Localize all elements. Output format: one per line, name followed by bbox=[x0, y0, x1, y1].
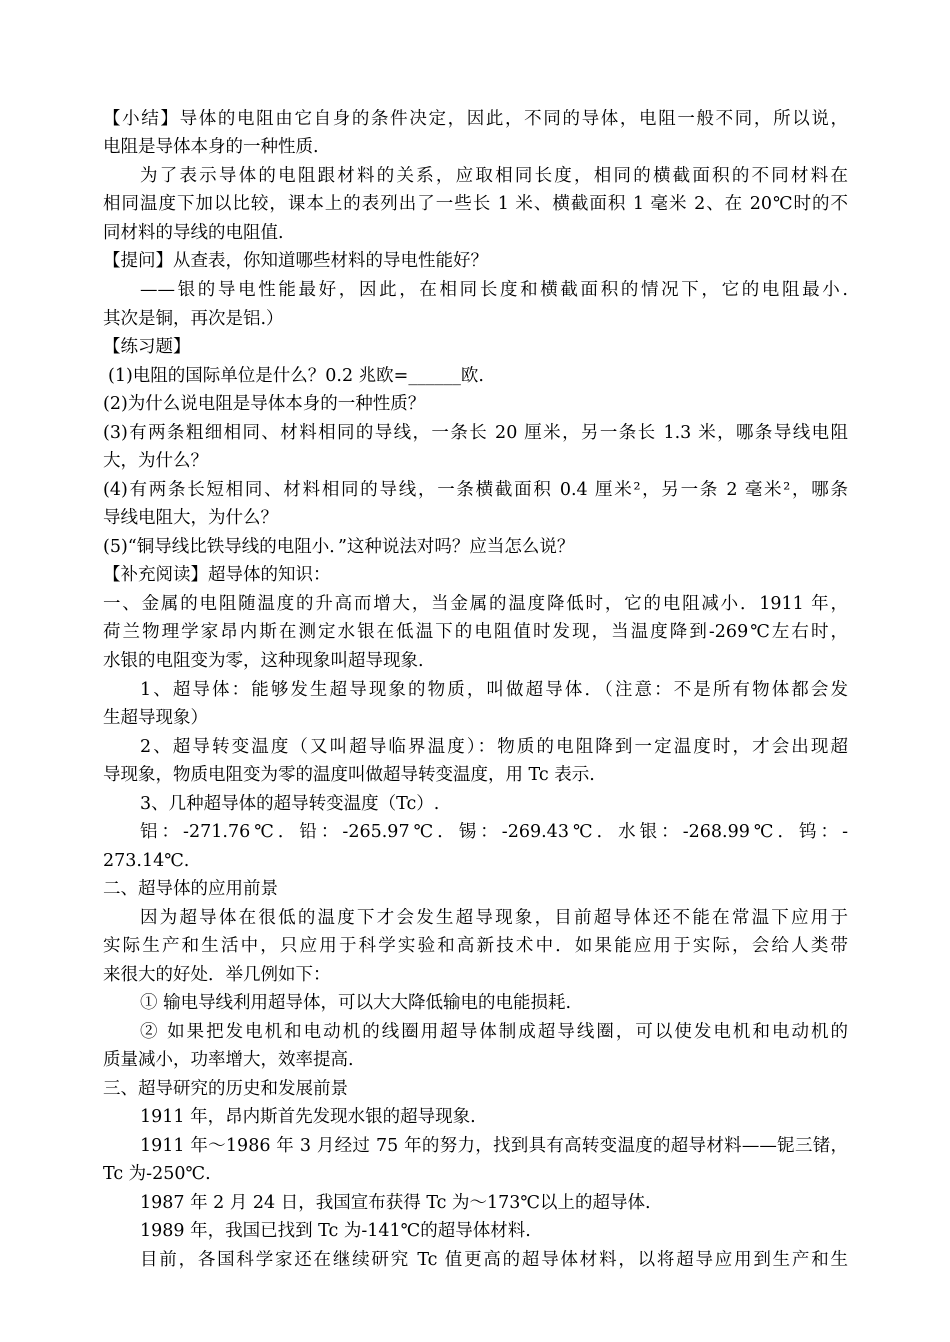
exercise-item: 大，为什么？ bbox=[103, 451, 208, 471]
text-line: 1989 年，我国已找到 Tc 为-141℃的超导体材料. bbox=[140, 1221, 531, 1241]
exercise-item: 导线电阻大，为什么？ bbox=[103, 508, 278, 528]
text-line: 来很大的好处．举几例如下： bbox=[103, 965, 331, 985]
text-line: 273.14℃. bbox=[103, 851, 190, 871]
text-line: 一、金属的电阻随温度的升高而增大，当金属的温度降低时，它的电阻减小．1911 年， bbox=[103, 594, 848, 614]
text-line: 水银的电阻变为零，这种现象叫超导现象. bbox=[103, 651, 424, 671]
section-heading: 【补充阅读】超导体的知识： bbox=[103, 565, 331, 585]
text-line: ① 输电导线利用超导体，可以大大降低输电的电能损耗. bbox=[140, 993, 572, 1013]
exercise-item: (4)有两条长短相同、材料相同的导线，一条横截面积 0.4 厘米²，另一条 2 毫米²，哪条 bbox=[103, 480, 848, 500]
text-line: 1、超导体：能够发生超导现象的物质，叫做超导体．（注意：不是所有物体都会发 bbox=[140, 680, 848, 700]
text-line: 生超导现象） bbox=[103, 708, 208, 728]
exercise-item: (3)有两条粗细相同、材料相同的导线，一条长 20 厘米，另一条长 1.3 米，哪条导线电阻 bbox=[103, 423, 848, 443]
text-line: 3、几种超导体的超导转变温度（Tc）. bbox=[140, 794, 440, 814]
section-heading: 二、超导体的应用前景 bbox=[103, 879, 278, 899]
text-line: 1911 年，昂内斯首先发现水银的超导现象. bbox=[140, 1107, 476, 1127]
text-line: 【小结】导体的电阻由它自身的条件决定，因此，不同的导体，电阻一般不同，所以说， bbox=[103, 109, 848, 129]
text-line: 铝：-271.76℃．铅：-265.97℃．锡：-269.43℃．水银：-268.99℃．钨：- bbox=[140, 822, 848, 842]
text-line: Tc 为-250℃. bbox=[103, 1164, 211, 1184]
text-line: 1911 年～1986 年 3 月经过 75 年的努力，找到具有高转变温度的超导材料——铌三锗， bbox=[140, 1136, 848, 1156]
text-line: 电阻是导体本身的一种性质. bbox=[103, 137, 319, 157]
text-line: 相同温度下加以比较，课本上的表列出了一些长 1 米、横截面积 1 毫米 2、在 20℃时的不 bbox=[103, 194, 848, 214]
text-line: 2、超导转变温度（又叫超导临界温度）：物质的电阻降到一定温度时，才会出现超 bbox=[140, 737, 848, 757]
text-line: 因为超导体在很低的温度下才会发生超导现象，目前超导体还不能在常温下应用于 bbox=[140, 908, 848, 928]
exercise-item: (1)电阻的国际单位是什么？0.2 兆欧=______欧. bbox=[108, 366, 484, 386]
section-heading: 【练习题】 bbox=[103, 337, 191, 357]
text-line: 同材料的导线的电阻值. bbox=[103, 223, 284, 243]
text-line: 导现象，物质电阻变为零的温度叫做超导转变温度，用 Tc 表示. bbox=[103, 765, 595, 785]
text-line: ——银的导电性能最好，因此，在相同长度和横截面积的情况下，它的电阻最小. bbox=[140, 280, 848, 300]
text-line: ② 如果把发电机和电动机的线圈用超导体制成超导线圈，可以使发电机和电动机的 bbox=[140, 1022, 848, 1042]
text-line: 质量减小，功率增大，效率提高. bbox=[103, 1050, 354, 1070]
exercise-item: (2)为什么说电阻是导体本身的一种性质？ bbox=[103, 394, 426, 414]
text-line: 为了表示导体的电阻跟材料的关系，应取相同长度，相同的横截面积的不同材料在 bbox=[140, 166, 848, 186]
text-line: 荷兰物理学家昂内斯在测定水银在低温下的电阻值时发现，当温度降到-269℃左右时， bbox=[103, 622, 848, 642]
text-line: 【提问】从查表，你知道哪些材料的导电性能好？ bbox=[103, 251, 488, 271]
section-heading: 三、超导研究的历史和发展前景 bbox=[103, 1079, 348, 1099]
exercise-item: (5)“铜导线比铁导线的电阻小．”这种说法对吗？应当怎么说？ bbox=[103, 537, 575, 557]
text-line: 目前，各国科学家还在继续研究 Tc 值更高的超导体材料，以将超导应用到生产和生 bbox=[140, 1250, 848, 1270]
text-line: 实际生产和生活中，只应用于科学实验和高新技术中．如果能应用于实际，会给人类带 bbox=[103, 936, 848, 956]
text-line: 1987 年 2 月 24 日，我国宣布获得 Tc 为～173℃以上的超导体. bbox=[140, 1193, 651, 1213]
text-line: 其次是铜，再次是铝.） bbox=[103, 309, 284, 329]
